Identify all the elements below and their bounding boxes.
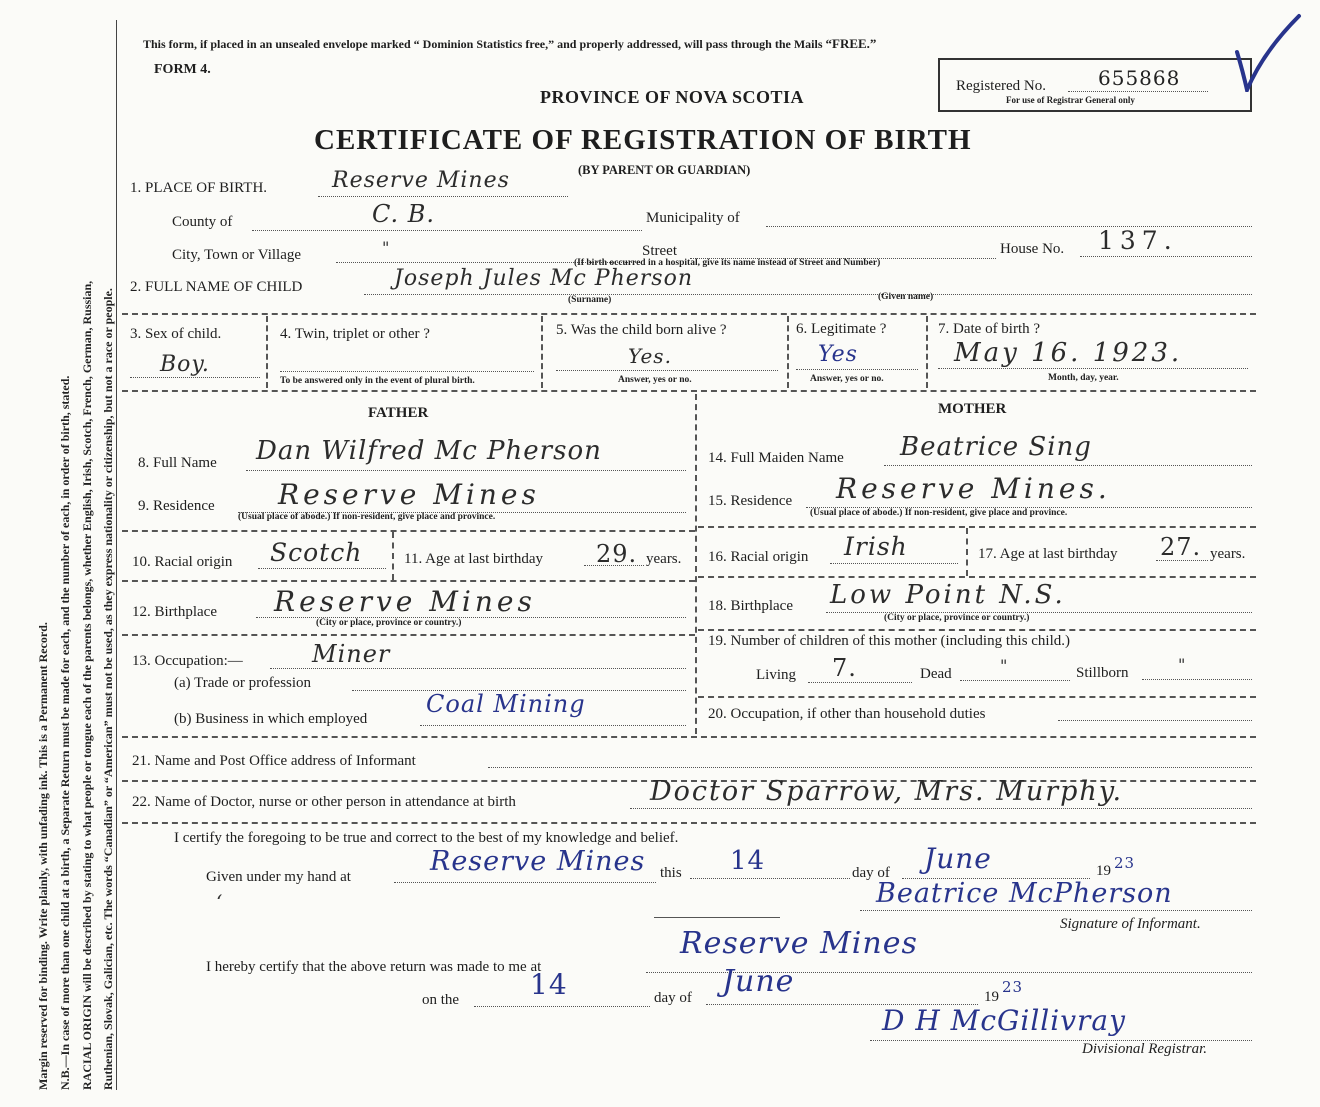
father-business-label: (b) Business in which employed — [174, 711, 368, 727]
father-birthplace-label: 12. Birthplace — [132, 604, 217, 620]
mother-age-suffix: years. — [1210, 546, 1246, 562]
row-divider-top — [122, 313, 1256, 315]
dob-label: 7. Date of birth ? — [938, 321, 1041, 337]
child-name-value: Joseph Jules Mc Pherson — [394, 266, 693, 291]
mother-name-label: 14. Full Maiden Name — [708, 450, 844, 466]
mother-name-line — [884, 465, 1252, 466]
father-occupation-line — [270, 668, 686, 669]
mother-age-divider — [966, 528, 968, 576]
sex-line — [130, 377, 260, 378]
county-label: County of — [172, 214, 233, 230]
row-divider-doctor — [122, 822, 1256, 824]
dob-value: May 16. 1923. — [954, 338, 1183, 368]
mother-dead-label: Dead — [920, 666, 952, 682]
father-racial-label: 10. Racial origin — [132, 554, 233, 570]
born-alive-label: 5. Was the child born alive ? — [556, 322, 727, 338]
legitimate-label: 6. Legitimate ? — [796, 321, 887, 337]
registrar-month-value: June — [722, 964, 795, 999]
twin-note: To be answered only in the event of plural birth. — [280, 376, 475, 386]
father-birthplace-value: Reserve Mines — [274, 585, 536, 618]
registrar-day-line — [474, 1006, 650, 1007]
mother-birthplace-note: (City or place, province or country.) — [884, 613, 1030, 623]
check-mark-icon — [1233, 12, 1303, 92]
mother-residence-value: Reserve Mines. — [836, 472, 1111, 505]
father-age-label: 11. Age at last birthday — [404, 551, 543, 567]
col-divider-1 — [266, 316, 268, 388]
father-business-value: Coal Mining — [426, 690, 586, 718]
father-heading: FATHER — [368, 405, 429, 421]
father-divider-2 — [122, 580, 695, 582]
dob-line — [938, 368, 1248, 369]
legitimate-value: Yes — [818, 342, 858, 367]
given-this-label: this — [660, 865, 682, 881]
municipality-label: Municipality of — [646, 210, 740, 226]
col-divider-4 — [926, 316, 928, 388]
parents-divider — [695, 394, 697, 734]
col-divider-2 — [541, 316, 543, 388]
father-divider-1 — [122, 530, 695, 532]
margin-note-racial-origin-2: Ruthenian, Slovak, Galician, etc. The words “Canadian” or “American” must not be used, as they express nationality or citizenship, but not a race or people. — [101, 288, 115, 1090]
house-number-label: House No. — [1000, 241, 1065, 257]
legitimate-line — [796, 369, 918, 370]
margin-note-binding: Margin reserved for binding. Write plainly, with unfading ink. This is a Permanent Record. — [36, 622, 50, 1090]
born-alive-note: Answer, yes or no. — [618, 375, 692, 385]
ink-mark: ‘ — [216, 890, 224, 914]
registrar-year-prefix: 19 — [984, 989, 999, 1005]
doctor-line — [630, 808, 1252, 809]
given-month-value: June — [924, 842, 992, 875]
father-age-suffix: years. — [646, 551, 682, 567]
given-day-of-label: day of — [852, 865, 890, 881]
city-label: City, Town or Village — [172, 247, 302, 263]
col-divider-3 — [787, 316, 789, 388]
doctor-value: Doctor Sparrow, Mrs. Murphy. — [650, 776, 1124, 807]
mother-living-value: 7. — [832, 654, 857, 682]
father-racial-line — [258, 568, 386, 569]
margin-note-multiple-births: N.B.—In case of more than one child at a birth, a Separate Return must be made for each, and the number of each, in order of birth, stated. — [58, 375, 72, 1090]
registered-number-value: 655868 — [1098, 66, 1181, 90]
given-day-line — [690, 878, 850, 879]
father-name-line — [246, 470, 686, 471]
informant-address-line — [488, 767, 1252, 768]
mother-occupation-label: 20. Occupation, if other than household duties — [708, 706, 986, 722]
child-name-line — [364, 294, 1252, 295]
surname-note: (Surname) — [568, 295, 612, 305]
sex-label: 3. Sex of child. — [130, 326, 222, 342]
registrar-use-note: For use of Registrar General only — [1006, 95, 1135, 105]
father-age-value: 29. — [596, 540, 638, 568]
certificate-title: CERTIFICATE OF REGISTRATION OF BIRTH — [314, 124, 972, 156]
city-value: " — [382, 238, 391, 257]
margin-note-racial-origin: RACIAL ORIGIN will be described by stating to what people or tongue each of the parents belongs, whether English, Irish, Scotch, French, German, Russian, — [80, 280, 94, 1090]
mother-birthplace-label: 18. Birthplace — [708, 598, 793, 614]
father-business-line — [420, 725, 686, 726]
mother-children-label: 19. Number of children of this mother (including this child.) — [708, 633, 1071, 649]
place-of-birth-label: 1. PLACE OF BIRTH. — [130, 180, 268, 196]
mother-heading: MOTHER — [938, 401, 1007, 417]
mother-birthplace-value: Low Point N.S. — [830, 580, 1066, 610]
mother-dead-value: " — [1000, 656, 1009, 675]
house-number-value: 137. — [1098, 226, 1178, 255]
dob-note: Month, day, year. — [1048, 373, 1119, 383]
mother-divider-3 — [698, 629, 1256, 631]
signature-rule — [654, 917, 780, 918]
row-divider-mid — [122, 390, 1256, 392]
mother-age-label: 17. Age at last birthday — [978, 546, 1118, 562]
given-place-value: Reserve Mines — [430, 846, 646, 877]
municipality-line — [766, 226, 1252, 227]
registrar-on-the-label: on the — [422, 992, 460, 1008]
father-residence-note: (Usual place of abode.) If non-resident, give place and province. — [238, 512, 496, 522]
mother-stillborn-line — [1142, 679, 1252, 680]
child-name-label: 2. FULL NAME OF CHILD — [130, 279, 303, 295]
born-alive-line — [556, 370, 778, 371]
informant-signature-label: Signature of Informant. — [1060, 916, 1201, 932]
given-year-value: 23 — [1114, 854, 1136, 872]
province-heading: PROVINCE OF NOVA SCOTIA — [540, 87, 805, 107]
given-name-note: (Given name) — [878, 292, 934, 302]
born-alive-value: Yes. — [628, 344, 672, 368]
father-divider-3 — [122, 634, 695, 636]
father-name-label: 8. Full Name — [138, 455, 217, 471]
mother-divider-1 — [698, 526, 1256, 528]
father-occupation-value: Miner — [312, 640, 391, 668]
mother-racial-label: 16. Racial origin — [708, 549, 809, 565]
father-birthplace-note: (City or place, province or country.) — [316, 618, 462, 628]
registrar-place-value: Reserve Mines — [680, 926, 918, 961]
mailing-note: This form, if placed in an unsealed envelope marked “ Dominion Statistics free,” and properly addressed, will pass through the Mails “FREE.” — [143, 36, 877, 51]
certificate-subtitle: (BY PARENT OR GUARDIAN) — [578, 163, 751, 177]
legitimate-note: Answer, yes or no. — [810, 374, 884, 384]
twin-line — [280, 371, 534, 372]
mother-divider-4 — [698, 696, 1256, 698]
registrar-signature: D H McGillivray — [882, 1004, 1126, 1037]
father-occupation-label: 13. Occupation:— — [132, 653, 243, 669]
place-of-birth-value: Reserve Mines — [332, 168, 510, 193]
place-of-birth-line — [318, 196, 568, 197]
certify-statement: I certify the foregoing to be true and correct to the best of my knowledge and belief. — [174, 830, 679, 846]
twin-label: 4. Twin, triplet or other ? — [280, 326, 430, 342]
street-label: Street — [642, 243, 677, 259]
registrar-day-of-label: day of — [654, 990, 692, 1006]
sex-value: Boy. — [160, 352, 210, 377]
registered-line — [1068, 91, 1208, 92]
mother-living-line — [808, 682, 912, 683]
mother-racial-line — [830, 563, 958, 564]
father-racial-value: Scotch — [270, 538, 363, 567]
registered-label: Registered No. — [956, 78, 1046, 94]
father-name-value: Dan Wilfred Mc Pherson — [256, 436, 602, 466]
mother-name-value: Beatrice Sing — [900, 432, 1092, 462]
registrar-year-value: 23 — [1002, 978, 1024, 996]
row-divider-bottom — [122, 736, 1256, 738]
informant-signature-line — [860, 910, 1252, 911]
house-number-line — [1080, 256, 1252, 257]
mother-residence-note: (Usual place of abode.) If non-resident, give place and province. — [810, 508, 1068, 518]
form-number: FORM 4. — [154, 62, 211, 77]
mother-divider-2 — [698, 576, 1256, 578]
binding-margin-rule — [116, 20, 117, 1090]
mother-stillborn-value: " — [1178, 655, 1187, 674]
given-place-line — [394, 882, 656, 883]
given-year-prefix: 19 — [1096, 863, 1111, 879]
mother-living-label: Living — [756, 667, 796, 683]
registrar-certify-label: I hereby certify that the above return was made to me at — [206, 959, 542, 975]
mother-occupation-line — [1058, 720, 1252, 721]
doctor-label: 22. Name of Doctor, nurse or other person in attendance at birth — [132, 794, 516, 810]
given-day-value: 14 — [730, 846, 766, 876]
mother-racial-value: Irish — [844, 532, 908, 561]
county-line — [252, 230, 642, 231]
father-residence-value: Reserve Mines — [278, 478, 540, 511]
mother-residence-label: 15. Residence — [708, 493, 793, 509]
hospital-note: (If birth occurred in a hospital, give its name instead of Street and Number) — [574, 258, 881, 268]
mother-dead-line — [960, 680, 1070, 681]
father-trade-label: (a) Trade or profession — [174, 675, 312, 691]
registrar-signature-label: Divisional Registrar. — [1082, 1041, 1208, 1057]
informant-address-label: 21. Name and Post Office address of Informant — [132, 753, 416, 769]
informant-signature: Beatrice McPherson — [876, 878, 1173, 909]
given-under-label: Given under my hand at — [206, 869, 351, 885]
father-age-divider — [392, 532, 394, 580]
father-residence-label: 9. Residence — [138, 498, 215, 514]
registrar-day-value: 14 — [530, 968, 568, 1001]
mother-age-value: 27. — [1160, 533, 1202, 561]
mother-stillborn-label: Stillborn — [1076, 665, 1129, 681]
county-value: C. B. — [372, 200, 436, 228]
